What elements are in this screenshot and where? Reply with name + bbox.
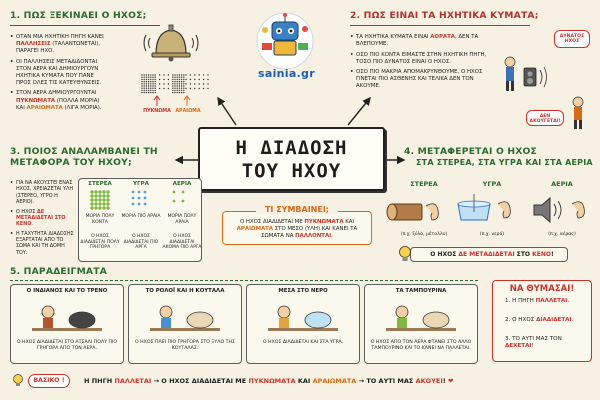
section-1-title: 1. ΠΩΣ ΞΕΚΙΝΑΕΙ Ο ΗΧΟΣ; — [10, 10, 147, 21]
main-title-line-2: ΤΟΥ ΗΧΟΥ — [241, 160, 342, 182]
molecules-icon — [131, 190, 151, 210]
arrow-right-icon: → — [153, 377, 162, 385]
example-title: ΜΕΣΑ ΣΤΟ ΝΕΡΟ — [278, 288, 328, 294]
example-caption: Ο ΗΧΟΣ ΠΑΕΙ ΠΙΟ ΓΡΗΓΟΡΑ ΣΤΟ ΞΥΛΟ ΤΗΣ ΚΟΥΤΑΛΑΣ. — [134, 340, 236, 351]
medium-title: ΣΤΕΡΕΑ — [410, 180, 438, 188]
what-happens-box — [222, 211, 372, 245]
section-1-bullet-1: • ΟΤΑΝ ΜΙΑ ΗΧΗΤΙΚΗ ΠΗΓΗ ΚΑΝΕΙ ΠΑΛΛΗΣΕΙΣ (ΤΑΛΑΝΤΩΝΕΤΑΙ), ΠΑΡΑΓΕΙ ΗΧΟ. — [10, 34, 110, 55]
section-2-title: 2. ΠΩΣ ΕΙΝΑΙ ΤΑ ΗΧΗΤΙΚΑ ΚΥΜΑΤΑ; — [350, 10, 539, 21]
example-illustration — [266, 298, 340, 334]
lightbulb-small-icon — [12, 373, 24, 389]
section-3-bullet-2: • Ο ΗΧΟΣ ΔΕ ΜΕΤΑΔΙΔΕΤΑΙ ΣΤΟ ΚΕΝΟ. — [10, 209, 74, 228]
example-illustration — [384, 298, 458, 334]
main-title-box — [198, 127, 385, 191]
matter-col-desc: ΜΟΡΙΑ ΠΟΛΥ ΚΟΝΤΑ — [85, 214, 115, 225]
medium-caption: (π.χ. αέρας) — [548, 232, 576, 237]
section-3-bullet-3: • Η ΤΑΧΥΤΗΤΑ ΔΙΑΔΟΣΗΣ ΕΞΑΡΤΑΤΑΙ ΑΠΟ ΤΟ ΣΩΜΑ ΚΑΙ ΤΗ ΔΟΜΗ ΤΟΥ. — [10, 231, 74, 256]
section-3-bullet-1: • ΓΙΑ ΝΑ ΑΚΟΥΣΤΕΙ ΕΝΑΣ ΗΧΟΣ, ΧΡΕΙΑΖΕΤΑΙ ΥΛΗ (ΣΤΕΡΕΟ, ΥΓΡΟ Η ΑΕΡΙΟ). — [10, 180, 74, 205]
section-3-title: 3. ΠΟΙΟΣ ΑΝΑΛΑΜΒΑΝΕΙ ΤΗ ΜΕΤΑΦΟΡΑ ΤΟΥ ΗΧΟΥ; — [10, 146, 158, 168]
matter-col-desc: ΜΟΡΙΑ ΠΙΟ ΑΡΑΙΑ — [121, 214, 161, 219]
example-caption: Ο ΗΧΟΣ ΔΙΑΔΙΔΕΤΑΙ ΣΤΟ ΑΤΣΑΛΙ ΠΟΛΥ ΠΙΟ ΓΡΗΓΟΡΑ ΑΠΟ ΤΟΝ ΑΕΡΑ. — [16, 340, 118, 351]
section-4-title-line-1: 4. ΜΕΤΑΦΕΡΕΤΑΙ Ο ΗΧΟΣ — [404, 146, 538, 157]
medium-title: ΑΕΡΙΑ — [551, 180, 573, 188]
matter-col-title: ΥΓΡΑ — [132, 181, 150, 187]
lightbulb-icon — [398, 244, 412, 264]
medium-caption: (π.χ. νερό) — [479, 232, 505, 237]
medium-caption: (π.χ. ξύλο, μέταλλο) — [400, 232, 448, 237]
section-2-bullet-3: • ΟΣΟ ΠΙΟ ΜΑΚΡΙΑ ΑΠΟΜΑΚΡΥΝΘΟΥΜΕ, Ο ΗΧΟΣ ΓΙΝΕΤΑΙ ΠΙΟ ΑΣΘΕΝΗΣ ΚΑΙ ΤΕΛΙΚΑ ΔΕΝ ΤΟΝ ΑΚΟΥΜΕ. — [350, 69, 490, 90]
matter-col-title: ΣΤΕΡΕΑ — [88, 181, 112, 187]
molecules-icon — [90, 190, 110, 210]
bubble-strong-sound: ΔΥΝΑΤΟΣ ΗΧΟΣ — [554, 30, 590, 48]
section-5-underline — [10, 279, 480, 282]
remember-item: 3. ΤΟ ΑΥΤΙ ΜΑΣ ΤΟΝ ΔΕΧΕΤΑΙ! — [505, 336, 562, 349]
remember-item: 2. Ο ΗΧΟΣ ΔΙΑΔΙΔΕΤΑΙ. — [505, 317, 574, 323]
logo-text: sainia.gr — [258, 67, 315, 80]
vacuum-note-text: Ο ΗΧΟΣ ΔΕ ΜΕΤΑΔΙΔΕΤΑΙ ΣΤΟ ΚΕΝΟ! — [430, 251, 554, 258]
example-title: ΤΑ ΤΑΜΠΟΥΡΙΝΑ — [395, 288, 447, 294]
example-illustration — [30, 298, 104, 334]
example-title: Ο ΙΝΔΙΑΝΟΣ ΚΑΙ ΤΟ ΤΡΕΝΟ — [26, 288, 108, 294]
wood-log-icon — [386, 196, 444, 226]
arrow-right-icon: → — [358, 377, 367, 385]
matter-col-foot: Ο ΗΧΟΣ ΔΙΑΔΙΔΕΤΑΙ ΠΙΟ ΑΡΓΑ — [123, 234, 159, 251]
matter-col-foot: Ο ΗΧΟΣ ΔΙΑΔΙΔΕΤΑΙ ΠΟΛΥ ΓΡΗΓΟΡΑ — [80, 234, 120, 251]
medium-title: ΥΓΡΑ — [482, 180, 502, 188]
water-bowl-icon — [454, 194, 516, 226]
main-title-line-1: Η ΔΙΑΔΟΣΗ — [235, 137, 348, 159]
section-1-bullet-2: • ΟΙ ΠΑΛΛΗΣΕΙΣ ΜΕΤΑΔΙΔΟΝΤΑΙ ΣΤΟΝ ΑΕΡΑ ΚΑΙ ΔΗΜΙΟΥΡΓΟΥΝ ΗΧΗΤΙΚΑ ΚΥΜΑΤΑ ΠΟΥ ΠΑΝΕ ΠΡΟΣ ΟΛΕΣ ΤΙΣ ΚΑΤΕΥΘΥΝΣΕΙΣ. — [10, 59, 110, 87]
remember-title: ΝΑ ΘΥΜΑΣΑΙ! — [509, 284, 575, 294]
example-title: ΤΟ ΡΟΛΟΪ ΚΑΙ Η ΚΟΥΤΑΛΑ — [145, 288, 225, 294]
speaker-air-icon — [530, 194, 592, 226]
what-happens-text: Ο ΗΧΟΣ ΔΙΑΔΙΔΕΤΑΙ ΜΕ ΠΥΚΝΩΜΑΤΑ ΚΑΙ ΑΡΑΙΩΜΑΤΑ ΣΤΟ ΜΕΣΟ (ΥΛΗ) ΚΑΙ ΚΑΝΕΙ ΤΑ ΣΩΜΑΤΑ ΝΑ ΠΑΛΛΟΝΤΑΙ. — [236, 219, 358, 239]
matter-col-title: ΑΕΡΙΑ — [172, 181, 192, 187]
example-caption: Ο ΗΧΟΣ ΑΠΟ ΤΟΝ ΑΕΡΑ ΦΤΑΝΕΙ ΣΤΟ ΑΛΛΟ ΤΑΜΠΟΥΡΙΝΟ ΚΑΙ ΤΟ ΚΑΝΕΙ ΝΑ ΠΑΛΛΕΤΑΙ. — [370, 340, 472, 351]
example-illustration — [148, 298, 222, 334]
vacuum-note-box — [410, 247, 568, 262]
matter-col-desc: ΜΟΡΙΑ ΠΟΛΥ ΑΡΑΙΑ — [167, 214, 197, 225]
section-4-title-line-2: ΣΤΑ ΣΤΕΡΕΑ, ΣΤΑ ΥΓΡΑ ΚΑΙ ΣΤΑ ΑΕΡΙΑ — [416, 158, 593, 167]
label-araioma: ΑΡΑΙΩΜΑ — [175, 109, 201, 114]
section-2-bullet-1: • ΤΑ ΗΧΗΤΙΚΑ ΚΥΜΑΤΑ ΕΙΝΑΙ ΑΟΡΑΤΑ, ΔΕΝ ΤΑ ΒΛΕΠΟΥΜΕ. — [350, 34, 490, 48]
molecules-icon — [172, 190, 192, 210]
section-3-bullets — [10, 180, 74, 259]
basic-tag: ΒΑΣΙΚΟ ! — [28, 374, 70, 388]
heart-icon: ❤ — [448, 377, 454, 385]
section-2-bullet-2: • ΟΣΟ ΠΙΟ ΚΟΝΤΑ ΕΙΜΑΣΤΕ ΣΤΗΝ ΗΧΗΤΙΚΗ ΠΗΓΗ, ΤΟΣΟ ΠΙΟ ΔΥΝΑΤΟΣ ΕΙΝΑΙ Ο ΗΧΟΣ. — [350, 52, 490, 66]
example-caption: Ο ΗΧΟΣ ΔΙΑΔΙΔΕΤΑΙ ΚΑΙ ΣΤΑ ΥΓΡΑ. — [262, 340, 344, 345]
label-pyknoma: ΠΥΚΝΩΜΑ — [143, 109, 171, 114]
section-1-bullet-3: • ΣΤΟΝ ΑΕΡΑ ΔΗΜΙΟΥΡΓΟΥΝΤΑΙ ΠΥΚΝΩΜΑΤΑ (ΠΟΛΛΑ ΜΟΡΙΑ) ΚΑΙ ΑΡΑΙΩΜΑΤΑ (ΛΙΓΑ ΜΟΡΙΑ). — [10, 90, 110, 111]
remember-item: 1. Η ΠΗΓΗ ΠΑΛΛΕΤΑΙ. — [505, 298, 570, 304]
basic-summary: Η ΠΗΓΗ ΠΑΛΛΕΤΑΙ → Ο ΗΧΟΣ ΔΙΑΔΙΔΕΤΑΙ ΜΕ ΠΥΚΝΩΜΑΤΑ ΚΑΙ ΑΡΑΙΩΜΑΤΑ → ΤΟ ΑΥΤΙ ΜΑΣ ΑΚΟΥΕΙ! ❤ — [84, 377, 454, 385]
section-5-title: 5. ΠΑΡΑΔΕΙΓΜΑΤΑ — [10, 266, 108, 277]
what-happens-title: ΤΙ ΣΥΜΒΑΙΝΕΙ; — [256, 205, 338, 214]
bubble-cannot-hear: ΔΕΝ ΑΚΟΥΓΕΤΑΙ! — [526, 110, 564, 126]
matter-col-foot: Ο ΗΧΟΣ ΔΙΑΔΙΔΕΤΑΙ ΑΚΟΜΑ ΠΙΟ ΑΡΓΑ — [162, 234, 202, 251]
